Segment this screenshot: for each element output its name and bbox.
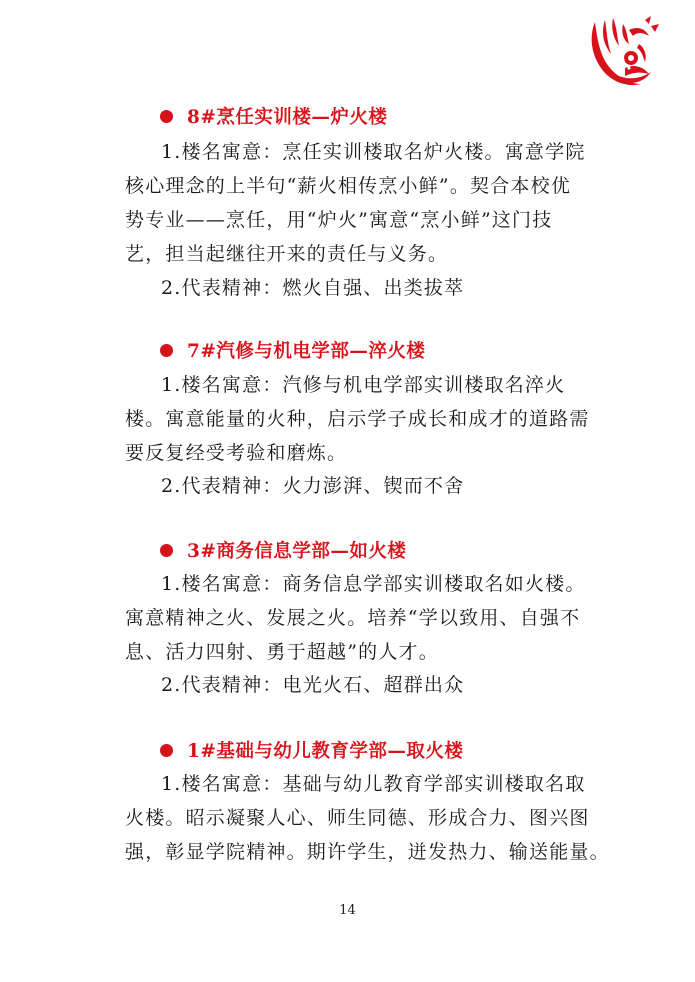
bullet-dot-icon <box>160 110 173 123</box>
paragraph-line: 1.楼名寓意：基础与幼儿教育学部实训楼取名取 <box>161 773 586 795</box>
section-heading <box>160 536 406 564</box>
paragraph-line: 息、活力四射、勇于超越”的人才。 <box>125 641 439 663</box>
paragraph-line: 1.楼名寓意：汽修与机电学部实训楼取名淬火 <box>161 374 566 396</box>
bullet-dot-icon <box>160 744 173 757</box>
bullet-dot-icon <box>160 344 173 357</box>
section-heading-text: 1#基础与幼儿教育学部—取火楼 <box>187 741 464 762</box>
section-heading <box>160 736 463 764</box>
paragraph-line: 1.楼名寓意：烹任实训楼取名炉火楼。寓意学院 <box>161 141 586 163</box>
paragraph-line: 2.代表精神：火力澎湃、锲而不舍 <box>161 475 465 497</box>
representative-spirit-paragraph <box>125 271 595 305</box>
paragraph-line: 强，彰显学院精神。期许学生，迸发热力、输送能量。 <box>125 841 610 863</box>
representative-spirit-paragraph <box>125 469 595 503</box>
paragraph-line: 1.楼名寓意：商务信息学部实训楼取名如火楼。 <box>161 573 586 595</box>
paragraph-line: 势专业——烹任，用“炉火”寓意“烹小鲜”这门技 <box>125 209 553 231</box>
section-heading <box>160 336 425 364</box>
building-meaning-paragraph <box>125 135 595 271</box>
building-meaning-paragraph <box>125 767 610 869</box>
page-number: 14 <box>339 903 356 918</box>
paragraph-line: 寓意精神之火、发展之火。培养“学以致用、自强不 <box>125 607 581 629</box>
building-meaning-paragraph <box>125 567 595 669</box>
paragraph-line: 2.代表精神：燃火自强、出类拔萃 <box>161 277 465 299</box>
paragraph-line: 楼。寓意能量的火种，启示学子成长和成才的道路需 <box>125 408 590 430</box>
section-heading-text: 8#烹任实训楼—炉火楼 <box>187 107 388 128</box>
paragraph-line: 2.代表精神：电光火石、超群出众 <box>161 674 465 696</box>
phoenix-logo-icon <box>585 14 663 94</box>
representative-spirit-paragraph <box>125 668 595 702</box>
paragraph-line: 核心理念的上半句“薪火相传烹小鲜”。契合本校优 <box>125 175 572 197</box>
section-heading-text: 3#商务信息学部—如火楼 <box>187 541 407 562</box>
section-heading-text: 7#汽修与机电学部—淬火楼 <box>187 341 426 362</box>
paragraph-line: 火楼。昭示凝聚人心、师生同德、形成合力、图兴图 <box>125 807 590 829</box>
building-meaning-paragraph <box>125 368 595 470</box>
bullet-dot-icon <box>160 544 173 557</box>
section-heading <box>160 102 387 130</box>
paragraph-line: 要反复经受考验和磨炼。 <box>125 442 348 464</box>
paragraph-line: 艺，担当起继往开来的责任与义务。 <box>125 243 449 265</box>
